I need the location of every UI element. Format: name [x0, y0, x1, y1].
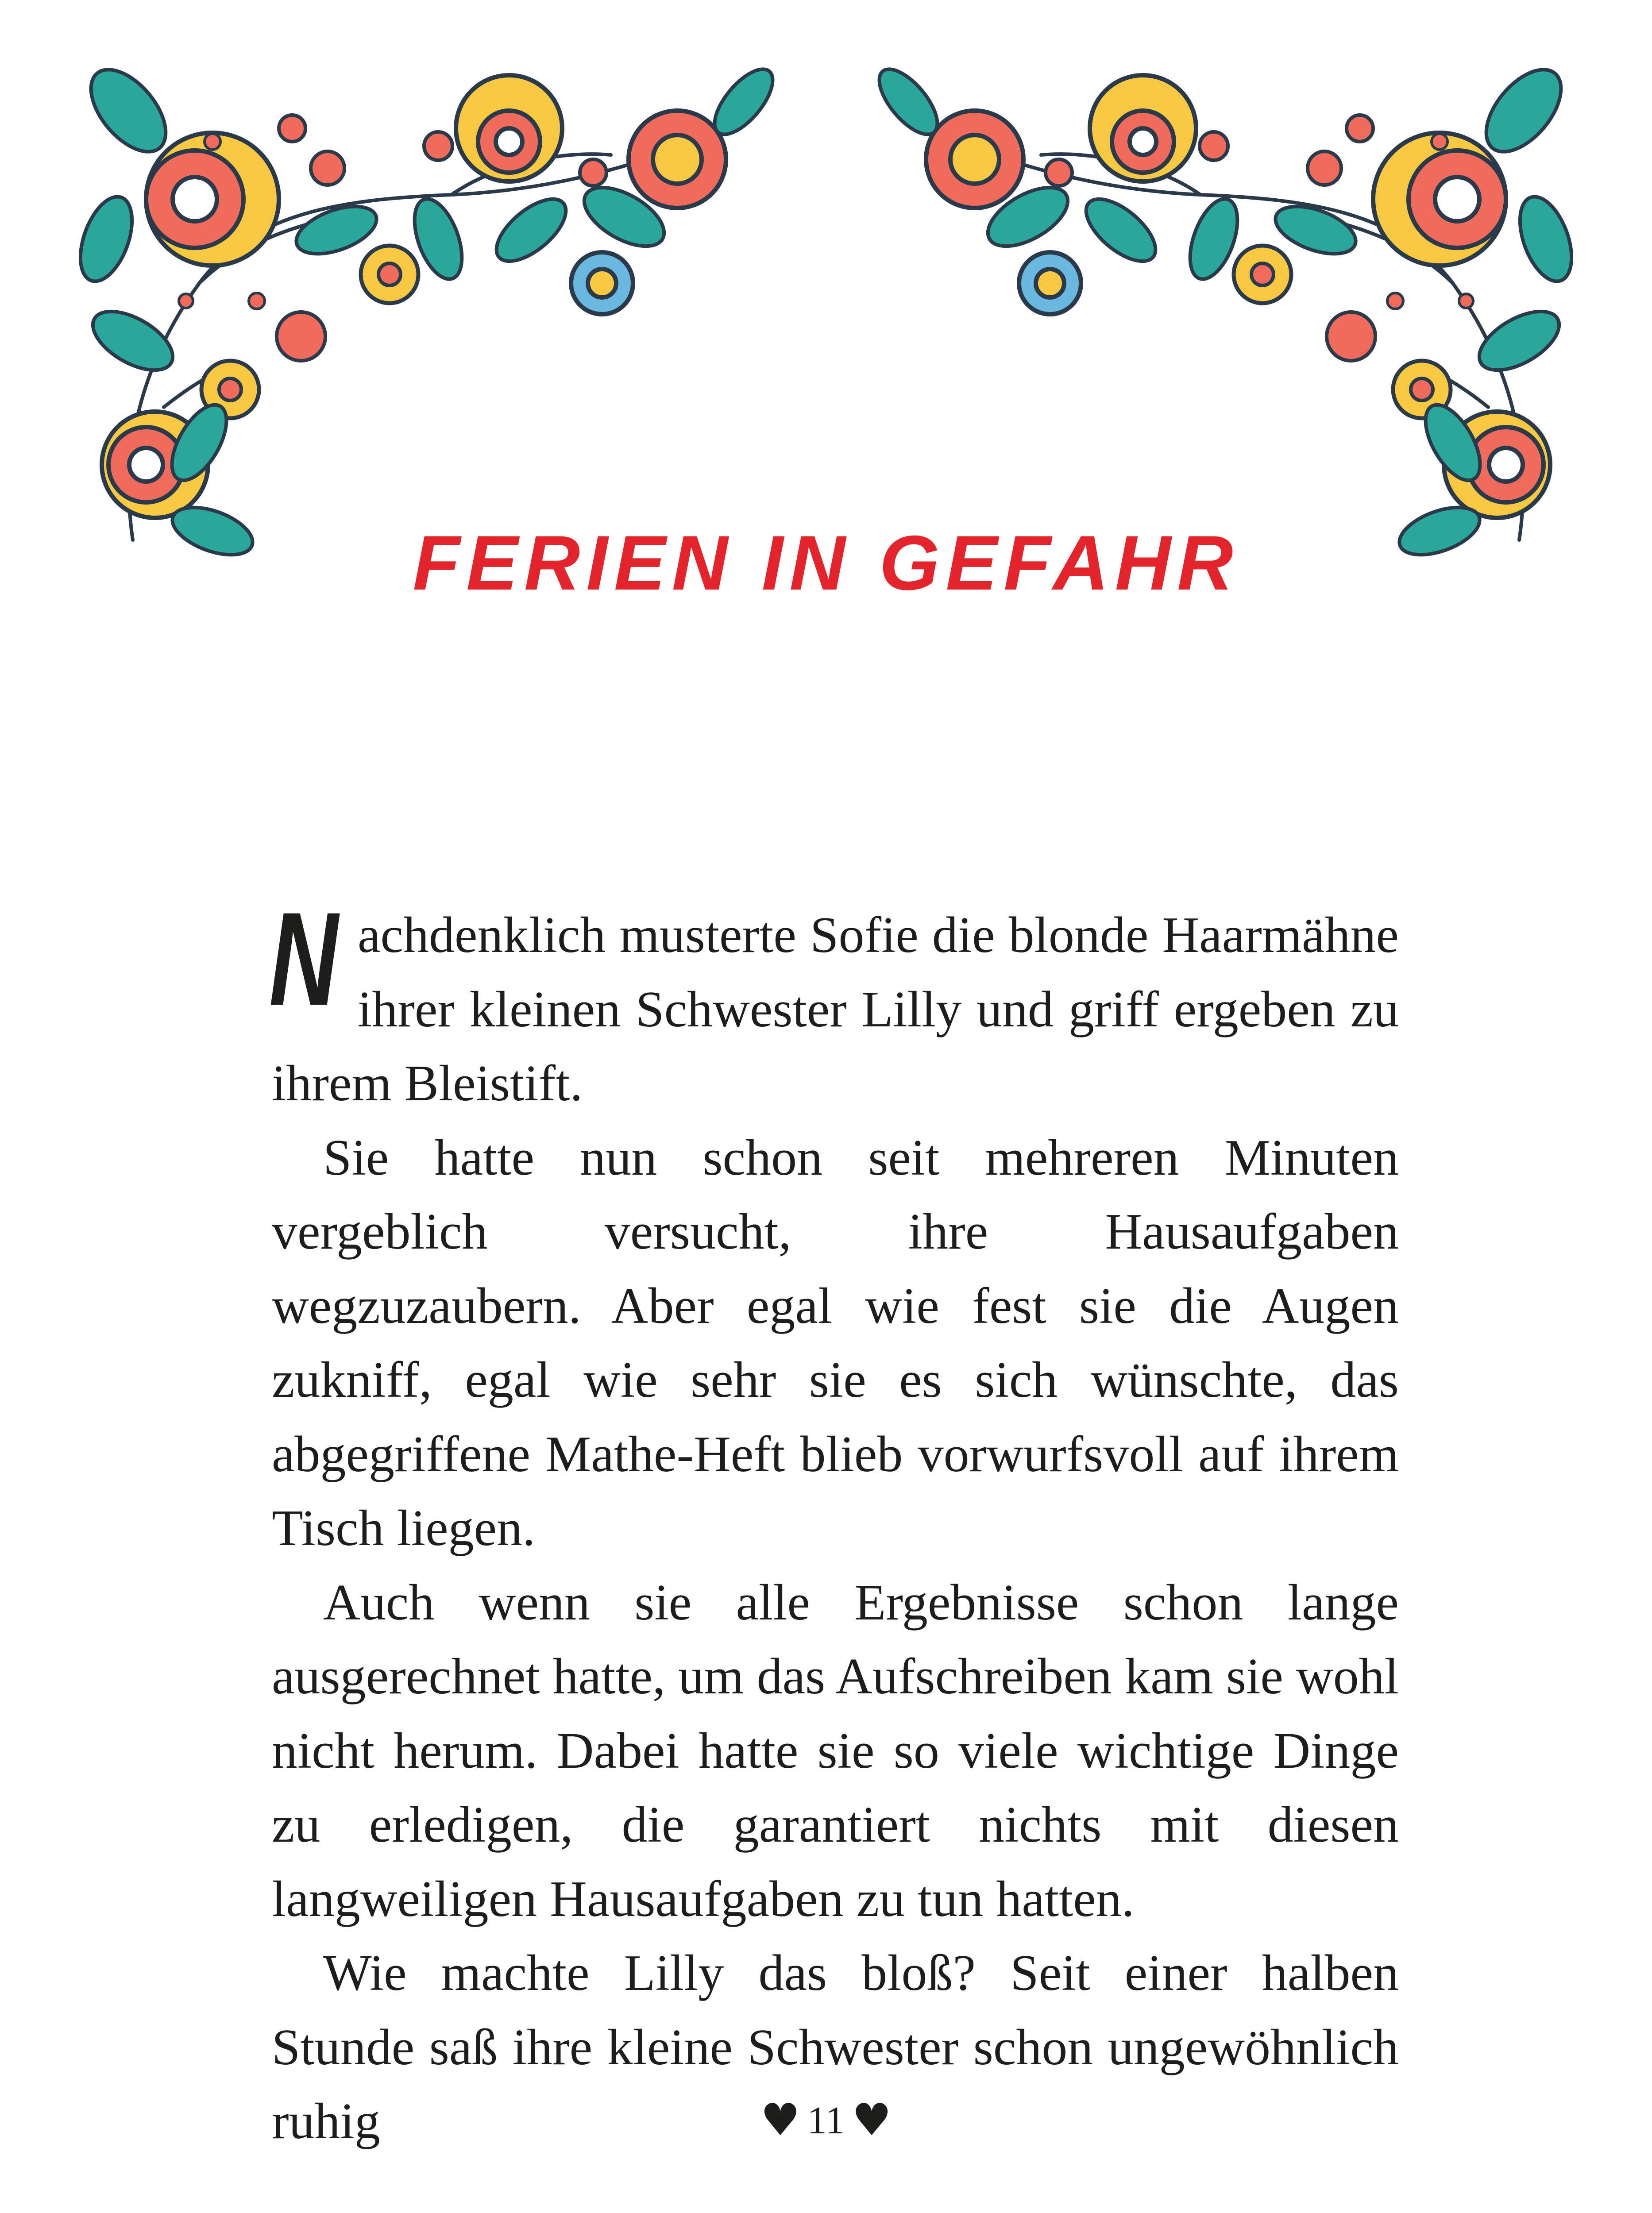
flower-icon	[146, 133, 279, 266]
paragraph-text: achdenklich musterte Sofie die blonde Haarmähne ihrer kleinen Schwester Lilly und griff ergeben zu ihrem Bleistift.	[272, 907, 1399, 1112]
chapter-title: FERIEN IN GEFAHR	[413, 520, 1239, 606]
floral-ornament-right	[851, 53, 1599, 562]
body-text	[269, 884, 1399, 2159]
paragraph	[269, 884, 1399, 1121]
page-footer	[0, 2094, 1652, 2146]
paragraph: Wie machte Lilly das bloß? Seit einer halben Stunde saß ihre kleine Schwester schon ungewöhnlich ruhig	[272, 1945, 1399, 2150]
floral-ornament-left	[53, 53, 801, 562]
page-number: 11	[807, 2099, 845, 2142]
heart-icon: ♥	[760, 2094, 800, 2146]
paragraph: Sie hatte nun schon seit mehreren Minuten vergeblich versucht, ihre Hausaufgaben wegzuzaubern. Aber egal wie fest sie die Augen zukniff, egal wie sehr sie es sich wünschte, das abgegriffene Mathe-Heft blieb vorwurfsvoll auf ihrem Tisch liegen.	[272, 1129, 1399, 1557]
drop-cap: N	[269, 884, 338, 1033]
heart-icon: ♥	[852, 2094, 892, 2146]
flower-icon	[1373, 133, 1506, 266]
paragraph: Auch wenn sie alle Ergebnisse schon lange ausgerechnet hatte, um das Aufschreiben kam sie wohl nicht herum. Dabei hatte sie so viele wichtige Dinge zu erledigen, die garantiert nichts mit diesen langweiligen Hausaufgaben zu tun hatten.	[272, 1574, 1399, 1928]
